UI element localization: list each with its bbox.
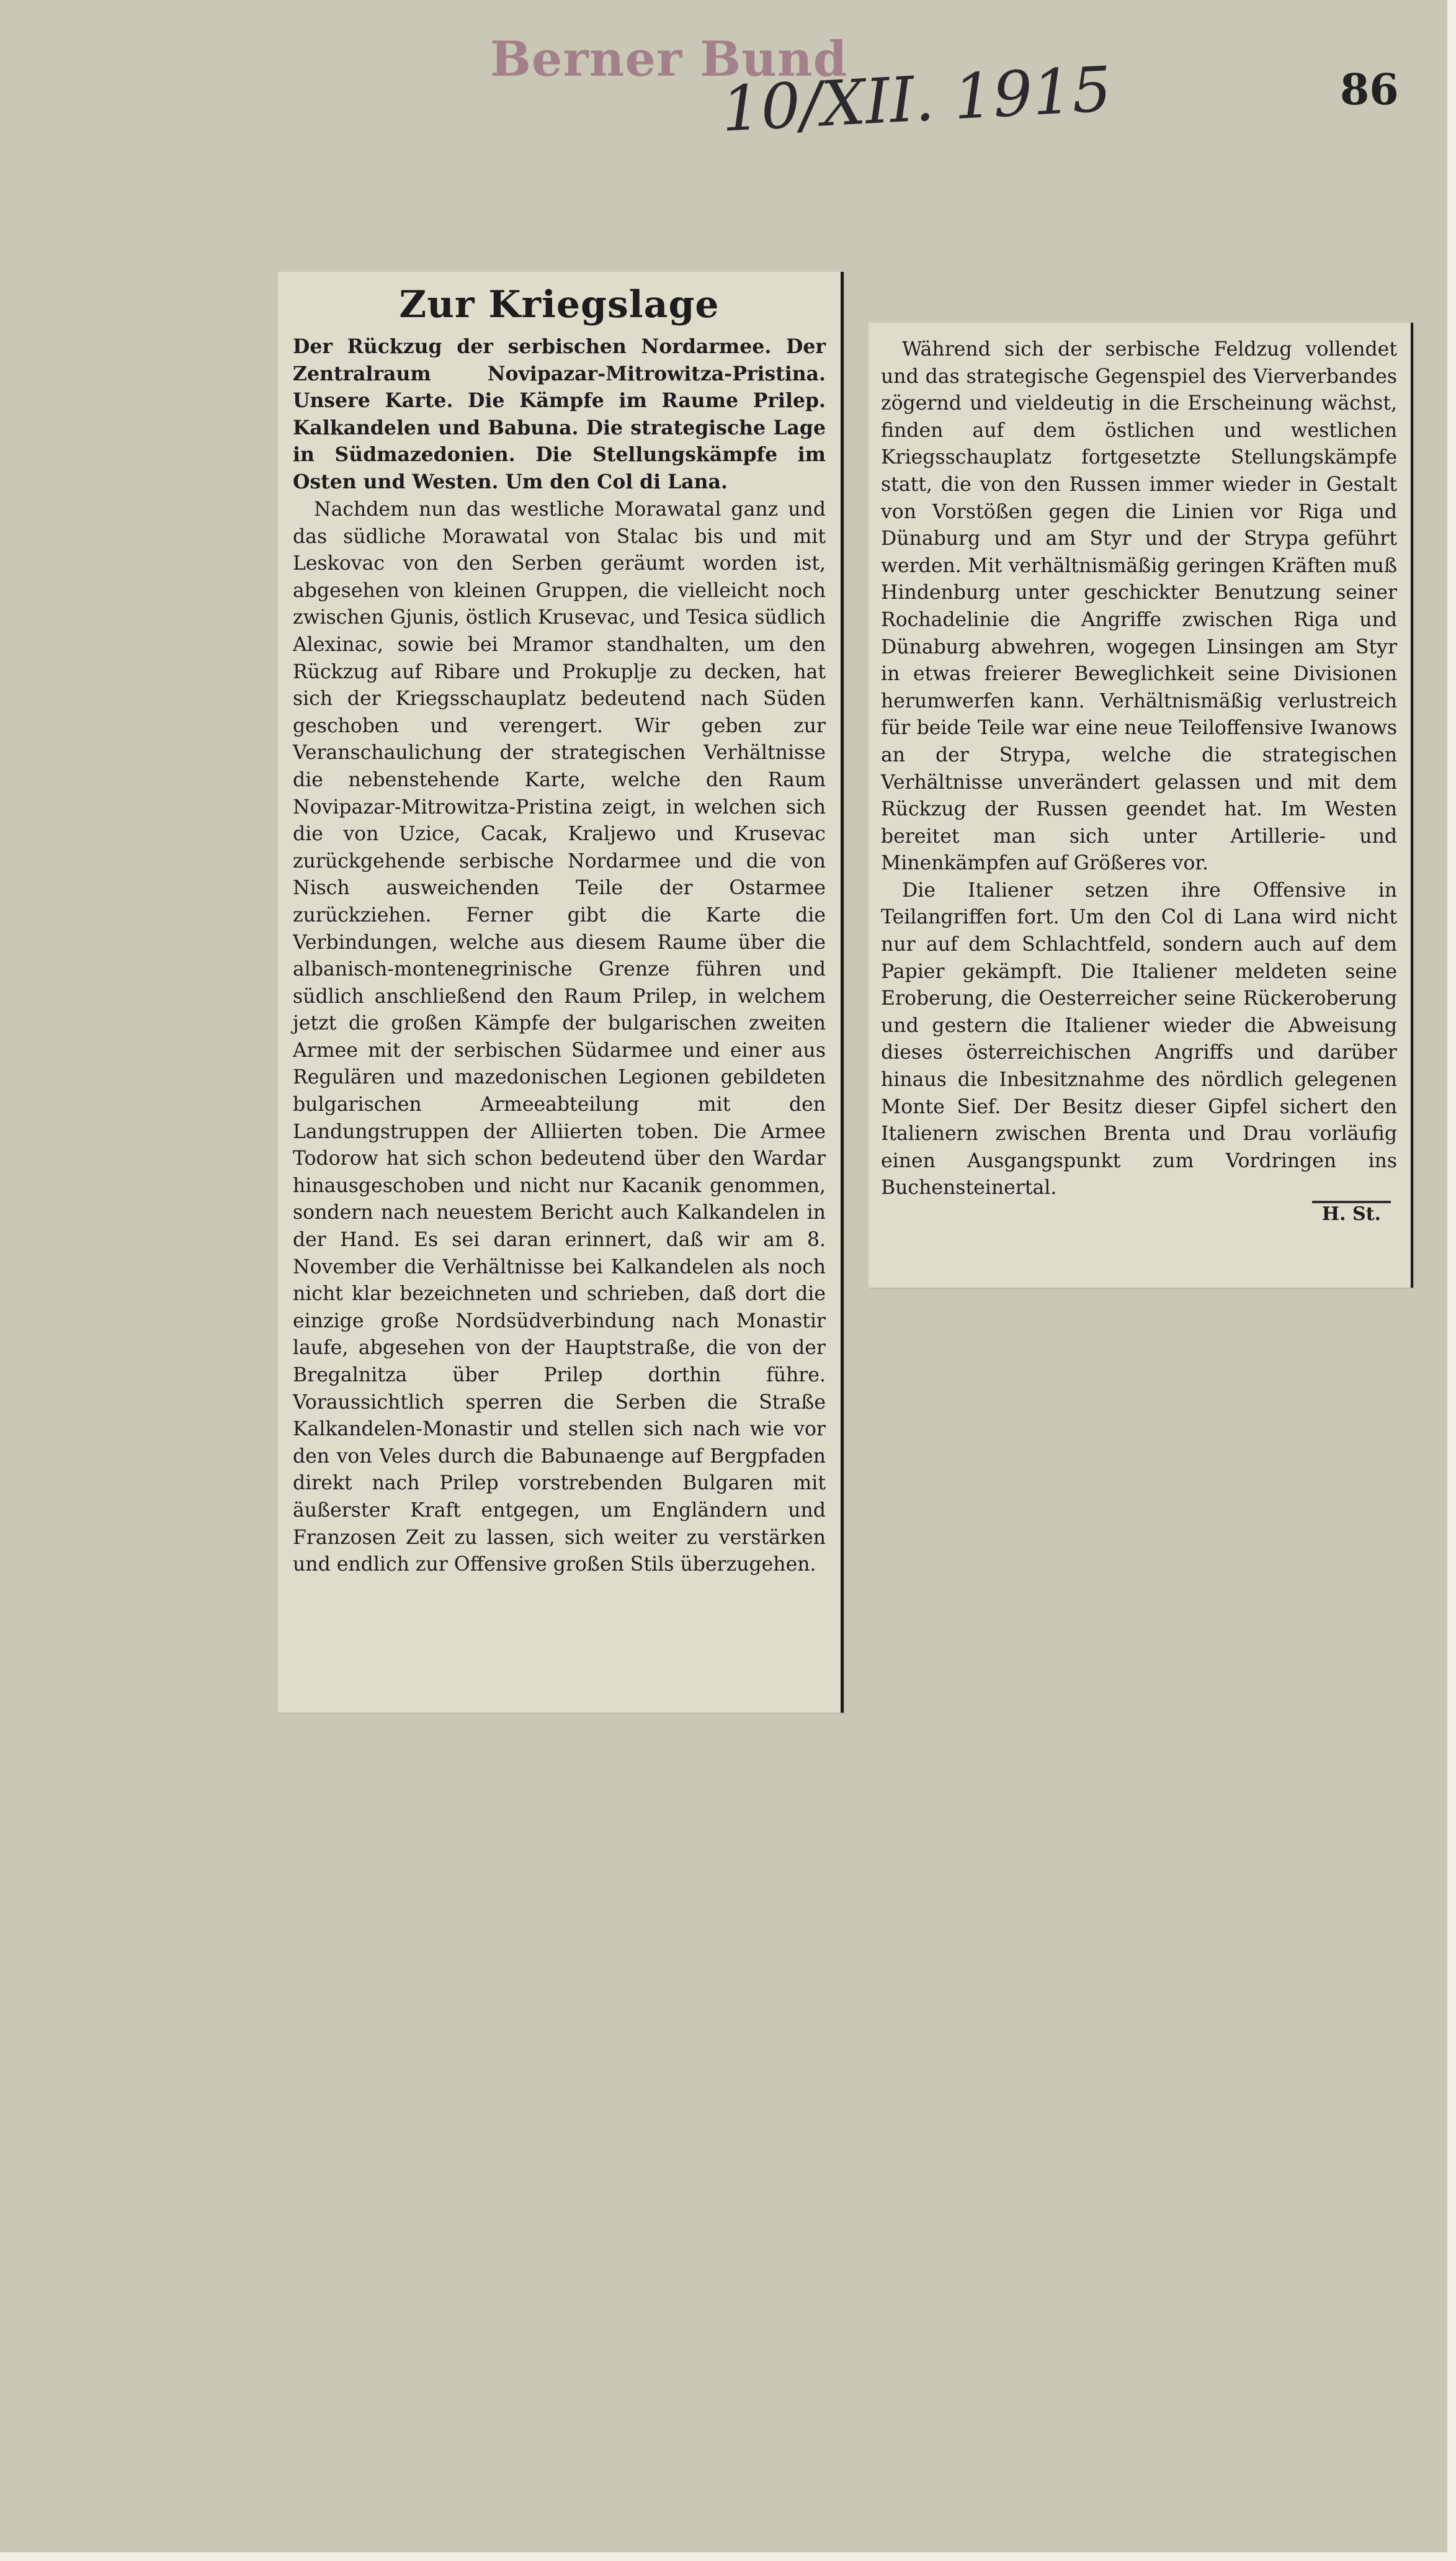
handwritten-date: 10/XII. 1915 — [720, 53, 1114, 146]
signature-row — [881, 1201, 1397, 1226]
article-subheading: Der Rückzug der serbischen Nordarmee. Der Zentralraum Novipazar-Mitrowitza-Pristina. Unsere Karte. Die Kämpfe im Raume Prilep. Kalkandelen und Babuna. Die strategische Lage in Südmazedonien. Die Stellungskämpfe im Osten und Westen. Um den Col di Lana. — [293, 335, 826, 493]
author-signature: H. St. — [1312, 1201, 1391, 1226]
article-paragraph-italian-front: Die Italiener setzen ihre Offensive in Teilangriffen fort. Um den Col di Lana wird nicht nur auf dem Schlachtfeld, sondern auch auf dem Papier gekämpft. Die Italiener meldeten seine Eroberung, die Oesterreicher seine Rückeroberung und gestern die Italiener wieder die Abweisung dieses österreichischen Angriffs und darüber hinaus die Inbesitznahme des nördlich gelegenen Monte Sief. Der Besitz dieser Gipfel sichert den Italienern zwischen Brenta und Drau vorläufig einen Ausgangspunkt zum Vordringen ins Buchensteinertal. — [881, 879, 1397, 1200]
article-paragraph-east-west: Während sich der serbische Feldzug vollendet und das strategische Gegenspiel des Vierverbandes zögernd und vieldeutig in die Erscheinung wächst, finden auf dem östlichen und westlichen Kriegsschauplatz fortgesetzte Stellungskämpfe statt, die von den Russen immer wieder in Gestalt von Vorstößen gegen die Linien vor Riga und Dünaburg und am Styr und der Strypa geführt werden. Mit verhältnismäßig geringen Kräften muß Hindenburg unter geschickter Benutzung seiner Rochadelinie die Angriffe zwischen Riga und Dünaburg abwehren, wogegen Linsingen am Styr in etwas freierer Beweglichkeit seine Divisionen herumwerfen kann. Verhältnismäßig verlustreich für beide Teile war eine neue Teiloffensive Iwanows an der Strypa, welche die strategischen Verhältnisse unverändert gelassen und mit dem Rückzug der Russen geendet hat. Im Westen bereitet man sich unter Artillerie- und Minenkämpfen auf Größeres vor. — [881, 338, 1397, 875]
article-body-left: Nachdem nun das westliche Morawatal ganz und das südliche Morawatal von Stalac bis und mit Leskovac von den Serben geräumt worden ist, abgesehen von kleinen Gruppen, die vielleicht noch zwischen Gjunis, östlich Krusevac, und Tesica südlich Alexinac, sowie bei Mramor standhalten, um den Rückzug auf Ribare und Prokuplje zu decken, hat sich der Kriegsschauplatz bedeutend nach Süden geschoben und verengert. Wir geben zur Veranschaulichung der strategischen Verhältnisse die nebenstehende Karte, welche den Raum Novipazar-Mitrowitza-Pristina zeigt, in welchen sich die von Uzice, Cacak, Kraljewo und Krusevac zurückgehende serbische Nordarmee und die von Nisch ausweichenden Teile der Ostarmee zurückziehen. Ferner gibt die Karte die Verbindungen, welche aus diesem Raume über die albanisch-montenegrinische Grenze führen und südlich anschließend den Raum Prilep, in welchem jetzt die großen Kämpfe der bulgarischen zweiten Armee mit der serbischen Südarmee und einer aus Regulären und mazedonischen Legionen gebildeten bulgarischen Armeeabteilung mit den Landungstruppen der Alliierten toben. Die Armee Todorow hat sich schon bedeutend über den Wardar hinausgeschoben und nicht nur Kacanik genommen, sondern nach neuestem Bericht auch Kalkandelen in der Hand. Es sei daran erinnert, daß wir am 8. November die Verhältnisse bei Kalkandelen als noch nicht klar bezeichneten und schrieben, daß dort die einzige große Nordsüdverbindung nach Monastir laufe, abgesehen von der Hauptstraße, die von der Bregalnitza über Prilep dorthin führe. Voraussichtlich sperren die Serben die Straße Kalkandelen-Monastir und stellen sich nach wie vor den von Veles durch die Babunaenge auf Bergpfaden direkt nach Prilep vorstrebenden Bulgaren mit äußerster Kraft entgegen, um Engländern und Franzosen Zeit zu lassen, sich weiter zu verstärken und endlich zur Offensive großen Stils überzugehen. — [293, 498, 826, 1576]
newspaper-source-stamp: Berner Bund — [490, 31, 848, 87]
clipping-right-column — [869, 323, 1413, 1288]
page-number: 86 — [1340, 65, 1399, 115]
article-headline: Zur Kriegslage — [399, 283, 720, 326]
clipping-left-column — [278, 272, 844, 1713]
